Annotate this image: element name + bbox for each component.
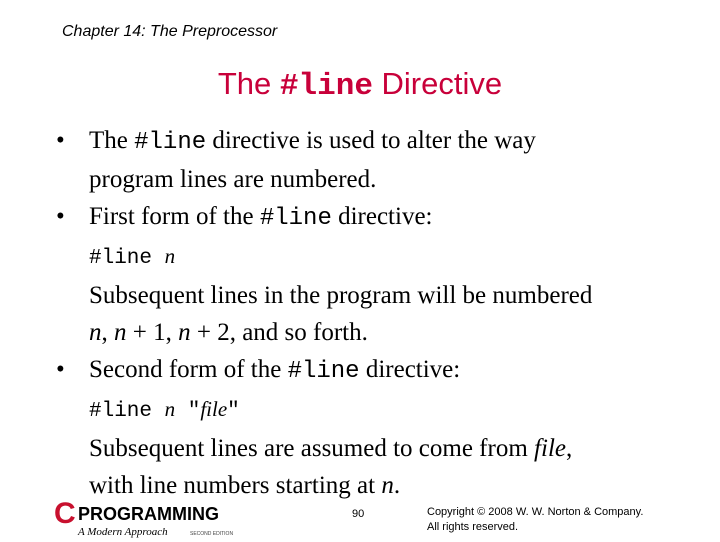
bullet-marker: • bbox=[56, 203, 65, 230]
copyright bbox=[427, 505, 643, 535]
logo-letter: C bbox=[54, 498, 76, 530]
bullet-text bbox=[89, 122, 696, 161]
bullet-item bbox=[56, 198, 696, 237]
text-part: Subsequent lines are assumed to come from bbox=[89, 435, 535, 462]
code-param: n bbox=[164, 397, 176, 421]
bullet-text-part: Second form of the bbox=[89, 356, 288, 383]
copyright-line: All rights reserved. bbox=[427, 521, 519, 533]
code-param: n bbox=[164, 244, 176, 268]
bullet-continuation: program lines are numbered. bbox=[89, 166, 377, 193]
code-example bbox=[56, 390, 696, 430]
bullet-text-part: directive: bbox=[359, 356, 461, 383]
chapter-header: Chapter 14: The Preprocessor bbox=[62, 23, 278, 40]
inline-code: #line bbox=[259, 205, 332, 232]
description bbox=[56, 430, 696, 467]
text-part: , bbox=[101, 319, 114, 346]
italic-var: file bbox=[534, 435, 566, 462]
italic-var: n bbox=[381, 472, 394, 499]
bullet-text-part: directive is used to alter the way bbox=[206, 127, 536, 154]
italic-var: n bbox=[178, 319, 191, 346]
title-suffix: Directive bbox=[372, 66, 503, 101]
text-part: + 1, bbox=[126, 319, 179, 346]
bullet-text-part: directive: bbox=[331, 203, 433, 230]
slide-title bbox=[0, 66, 720, 104]
logo-subtitle: A Modern Approach bbox=[78, 526, 168, 538]
italic-var: n bbox=[114, 319, 127, 346]
code-param: file bbox=[200, 397, 228, 421]
bullet-item bbox=[56, 122, 696, 198]
bullet-marker: • bbox=[56, 127, 65, 154]
copyright-line: Copyright © 2008 W. W. Norton & Company. bbox=[427, 506, 644, 518]
italic-var: n bbox=[89, 319, 102, 346]
c-programming-logo bbox=[54, 498, 264, 542]
logo-title: PROGRAMMING bbox=[78, 504, 219, 524]
text-part: . bbox=[393, 472, 401, 499]
slide-body bbox=[56, 122, 696, 504]
code-text: #line bbox=[89, 400, 165, 423]
bullet-marker: • bbox=[56, 356, 65, 383]
text-part: with line numbers starting at bbox=[89, 472, 382, 499]
page-number: 90 bbox=[352, 508, 365, 520]
inline-code: #line bbox=[134, 129, 207, 156]
description bbox=[56, 314, 696, 351]
title-code: #line bbox=[279, 69, 373, 104]
code-text: #line bbox=[89, 247, 165, 270]
bullet-item bbox=[56, 351, 696, 390]
bullet-text-part: First form of the bbox=[89, 203, 260, 230]
text-part: + 2, and so forth. bbox=[190, 319, 368, 346]
logo-edition: SECOND EDITION bbox=[190, 531, 234, 537]
description: Subsequent lines in the program will be numbered bbox=[89, 282, 593, 309]
inline-code: #line bbox=[287, 358, 360, 385]
code-text: " bbox=[227, 400, 240, 423]
code-text: " bbox=[175, 400, 201, 423]
title-prefix: The bbox=[217, 66, 280, 101]
bullet-text-part: The bbox=[89, 127, 135, 154]
bullet-text bbox=[89, 198, 696, 237]
code-example bbox=[56, 237, 696, 277]
bullet-text bbox=[89, 351, 696, 390]
text-part: , bbox=[565, 435, 573, 462]
